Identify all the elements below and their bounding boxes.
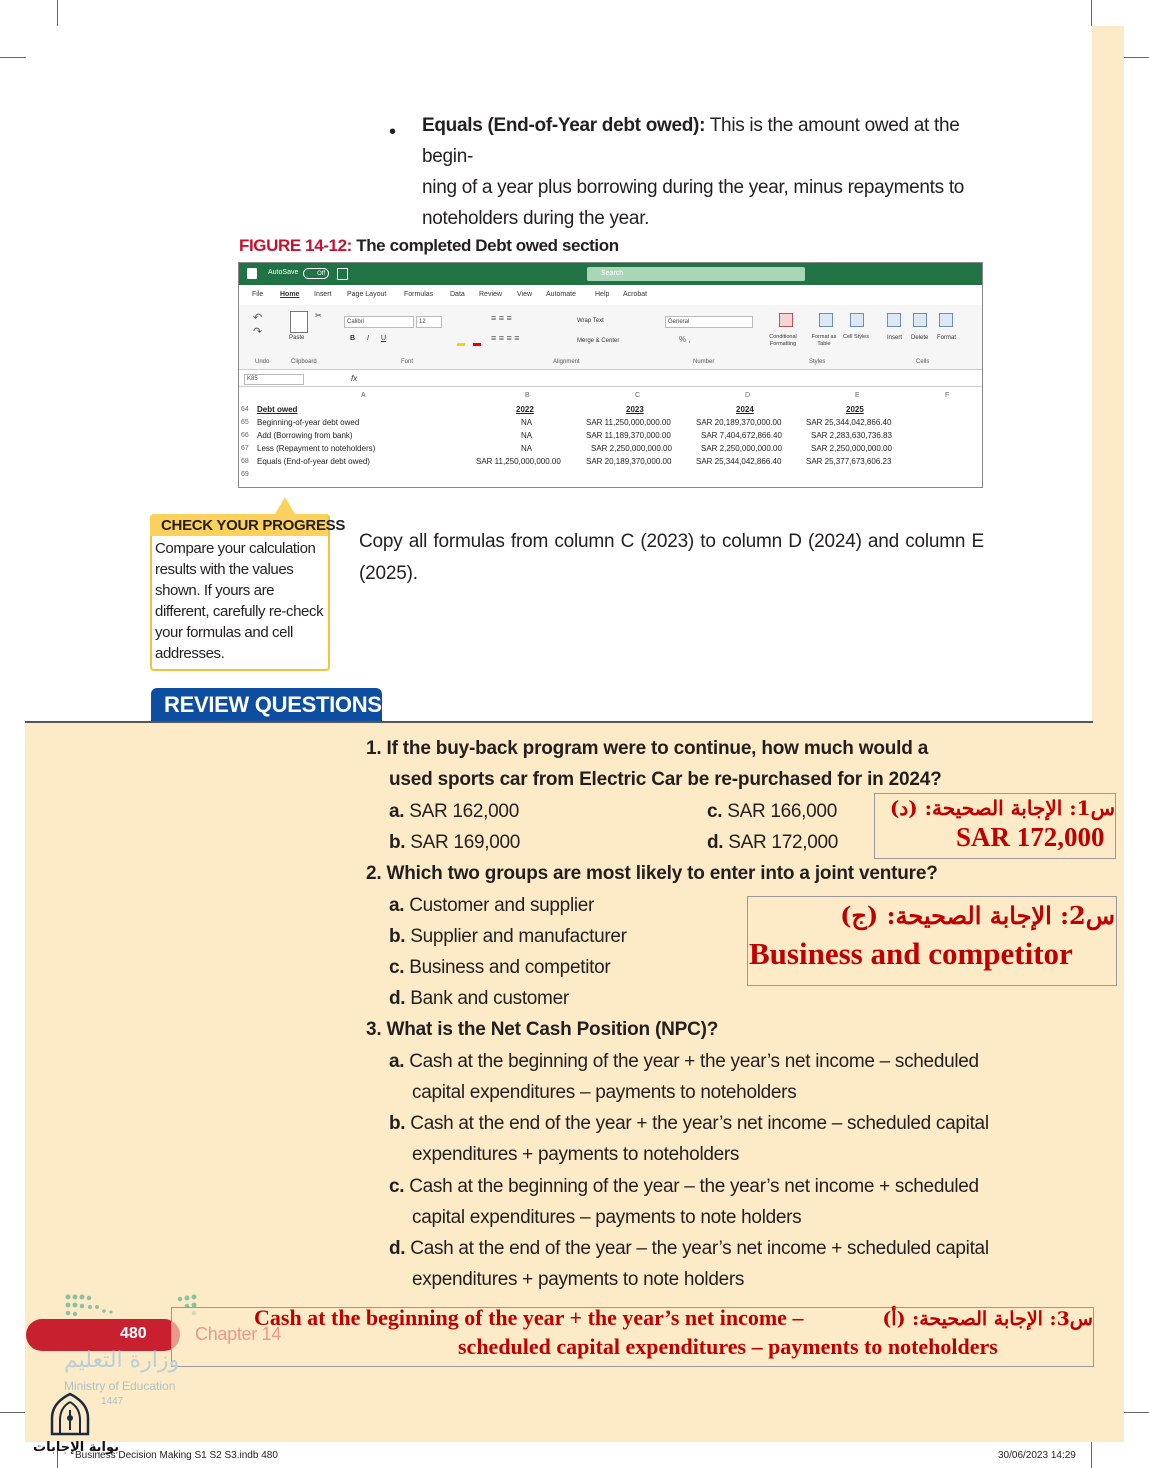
name-box-value: K85 xyxy=(247,376,258,382)
format-label: Format xyxy=(937,335,957,341)
cell-b[interactable]: NA xyxy=(521,418,533,427)
search-label: Search xyxy=(601,270,624,277)
table-row xyxy=(239,468,982,481)
option-letter: b. xyxy=(389,926,406,947)
ministry-year: 1447 xyxy=(101,1396,124,1407)
option-text: Cash at the end of the year + the year’s net income – scheduled capital xyxy=(410,1113,989,1134)
answer-3-english-line-1: Cash at the beginning of the year + the year’s net income – xyxy=(254,1305,804,1330)
row-number: 68 xyxy=(241,458,249,465)
autosave-state: Off xyxy=(317,271,325,277)
cell-c[interactable]: 2023 xyxy=(626,405,644,414)
answer-2-arabic: س2: الإجابة الصحيحة: (ج) xyxy=(840,901,1115,930)
option-text: SAR 172,000 xyxy=(728,832,839,853)
row-number: 66 xyxy=(241,432,249,439)
page-number-pill xyxy=(26,1319,180,1351)
group-number: Number xyxy=(693,359,715,365)
paste-label: Paste xyxy=(289,335,305,341)
crop-mark xyxy=(57,0,58,26)
cell-e[interactable]: SAR 2,283,630,736.83 xyxy=(811,431,892,440)
cell-e[interactable]: SAR 25,344,042,866.40 xyxy=(806,418,892,427)
percent-icon[interactable]: % , xyxy=(679,335,691,344)
crop-mark xyxy=(1123,1412,1149,1413)
copy-instruction: Copy all formulas from column C (2023) to column D (2024) and column E (2025). xyxy=(359,531,984,584)
answer-1-english: SAR 172,000 xyxy=(956,822,1105,852)
column-headers xyxy=(239,389,982,402)
q2-option-b xyxy=(389,926,627,948)
font-name-select[interactable] xyxy=(344,316,414,328)
bullet-marker: • xyxy=(389,121,397,143)
option-letter: c. xyxy=(389,1176,405,1197)
table-row xyxy=(239,403,982,416)
cell-b[interactable]: NA xyxy=(521,431,533,440)
cell-a[interactable]: Add (Borrowing from bank) xyxy=(257,431,353,440)
font-color-icon[interactable] xyxy=(473,343,481,346)
ministry-name-arabic: وزارة التعليم xyxy=(64,1348,180,1373)
cell-d[interactable]: SAR 7,404,672,866.40 xyxy=(701,431,782,440)
tab-insert[interactable]: Insert xyxy=(314,291,332,298)
crop-mark xyxy=(0,1412,26,1413)
question-1-line-2: used sports car from Electric Car be re-purchased for in 2024? xyxy=(389,769,942,790)
q2-option-d xyxy=(389,988,569,1010)
column-header[interactable]: A xyxy=(361,392,366,399)
check-progress-line: different, carefully re-check xyxy=(155,603,324,620)
q3-option-c-cont: capital expenditures – payments to note holders xyxy=(412,1207,802,1228)
q1-option-a xyxy=(389,801,519,823)
question-3: 3. What is the Net Cash Position (NPC)? xyxy=(366,1019,719,1040)
q2-option-c xyxy=(389,957,610,979)
portal-name: بوابة الإجابات xyxy=(33,1440,119,1455)
option-letter: a. xyxy=(389,801,405,822)
number-format-value: General xyxy=(668,319,690,325)
undo-icon[interactable]: ↶ xyxy=(253,312,263,324)
question-1-line-1: 1. If the buy-back program were to continue, how much would a xyxy=(366,738,929,759)
option-letter: c. xyxy=(707,801,723,822)
q1-option-c xyxy=(707,801,837,823)
excel-screenshot xyxy=(238,262,983,488)
excel-title-bar xyxy=(239,263,982,285)
q1-option-d xyxy=(707,832,838,854)
row-number: 65 xyxy=(241,419,249,426)
ribbon-tabs xyxy=(239,291,982,303)
option-text: Cash at the beginning of the year + the year’s net income – scheduled xyxy=(409,1051,979,1072)
row-number: 67 xyxy=(241,445,249,452)
table-row xyxy=(239,416,982,429)
cell-a[interactable]: Less (Repayment to noteholders) xyxy=(257,444,376,453)
table-row xyxy=(239,455,982,468)
crop-mark xyxy=(0,57,26,58)
tab-review[interactable]: Review xyxy=(479,291,502,298)
page-number: 480 xyxy=(120,1325,147,1342)
option-text: SAR 166,000 xyxy=(727,801,837,822)
cut-icon[interactable]: ✂ xyxy=(315,311,322,320)
cell-a[interactable]: Debt owed xyxy=(257,405,298,414)
bullet-line-2: ning of a year plus borrowing during the year, minus repayments to xyxy=(422,177,965,198)
conditional-formatting-icon[interactable] xyxy=(779,313,793,327)
cell-b[interactable]: NA xyxy=(521,444,533,453)
bullet-line-1: This is the amount owed at the begin- xyxy=(422,115,960,167)
cell-d[interactable]: 2024 xyxy=(736,405,754,414)
figure-title: The completed Debt owed section xyxy=(356,236,619,255)
q3-option-a xyxy=(389,1051,979,1073)
cell-e[interactable]: 2025 xyxy=(846,405,864,414)
q3-option-b-cont: expenditures + payments to noteholders xyxy=(412,1144,740,1165)
ministry-name-english: Ministry of Education xyxy=(64,1379,176,1393)
conditional-formatting-label: Conditional Formatting xyxy=(769,334,797,347)
underline-icon[interactable]: U xyxy=(381,335,387,342)
figure-caption xyxy=(239,236,619,256)
check-progress-line: addresses. xyxy=(155,645,225,662)
format-as-table-label: Format as Table xyxy=(811,334,837,347)
section-divider xyxy=(25,721,1093,723)
option-text: SAR 169,000 xyxy=(410,832,521,853)
group-clipboard: Clipboard xyxy=(291,359,317,365)
cell-styles-label: Cell Styles xyxy=(843,334,869,340)
callout-pointer xyxy=(275,497,295,514)
cell-a[interactable]: Equals (End-of-year debt owed) xyxy=(257,457,370,466)
check-progress-line: results with the values xyxy=(155,561,294,578)
cell-c[interactable]: SAR 20,189,370,000.00 xyxy=(586,457,672,466)
delete-label: Delete xyxy=(911,335,929,341)
q3-option-c xyxy=(389,1176,979,1198)
paste-icon[interactable] xyxy=(290,311,308,333)
redo-icon[interactable]: ↷ xyxy=(253,326,263,338)
font-size-select[interactable] xyxy=(416,316,442,328)
check-progress-line: shown. If yours are xyxy=(155,582,275,599)
check-progress-line: your formulas and cell xyxy=(155,624,293,641)
tab-formulas[interactable]: Formulas xyxy=(404,291,434,298)
crop-mark xyxy=(1123,57,1149,58)
italic-icon[interactable]: I xyxy=(367,335,369,342)
cell-d[interactable]: SAR 20,189,370,000.00 xyxy=(696,418,782,427)
cell-c[interactable]: SAR 11,189,370,000.00 xyxy=(586,431,671,440)
tab-page-layout[interactable]: Page Layout xyxy=(347,291,387,298)
column-header[interactable]: E xyxy=(855,392,860,399)
print-file-info: Business Decision Making S1 S2 S3.indb 480 xyxy=(75,1450,278,1461)
answer-1-arabic: س1: الإجابة الصحيحة: (د) xyxy=(889,796,1115,820)
answer-3-english-line-2: scheduled capital expenditures – payments to noteholders xyxy=(458,1334,998,1359)
group-styles: Styles xyxy=(809,359,826,365)
cell-e[interactable]: SAR 2,250,000,000.00 xyxy=(811,444,892,453)
font-name-value: Calibri xyxy=(347,319,365,325)
tab-home[interactable]: Home xyxy=(280,291,300,298)
table-row xyxy=(239,442,982,455)
check-progress-text xyxy=(155,538,327,664)
insert-cells-icon[interactable] xyxy=(887,313,901,327)
cell-styles-icon[interactable] xyxy=(850,313,864,327)
option-letter: d. xyxy=(707,832,724,853)
column-header[interactable]: F xyxy=(945,392,950,399)
q2-option-a xyxy=(389,895,594,917)
cell-d[interactable]: SAR 25,344,042,866.40 xyxy=(696,457,782,466)
check-progress-title: CHECK YOUR PROGRESS xyxy=(161,517,346,534)
row-number: 69 xyxy=(241,471,249,478)
cell-b[interactable]: SAR 11,250,000,000.00 xyxy=(476,457,561,466)
tab-view[interactable]: View xyxy=(517,291,533,298)
tab-help[interactable]: Help xyxy=(595,291,610,298)
align-icon[interactable]: ≡ ≡ ≡ ≡ xyxy=(491,333,520,343)
excel-search-box[interactable] xyxy=(587,267,805,281)
merge-center-button[interactable]: Merge & Center xyxy=(577,338,620,344)
check-progress-line: Compare your calculation xyxy=(155,540,316,557)
autosave-toggle[interactable] xyxy=(303,268,329,279)
excel-logo-icon xyxy=(247,268,257,279)
column-header[interactable]: C xyxy=(635,392,641,399)
tab-data[interactable]: Data xyxy=(450,291,465,298)
option-text: Bank and customer xyxy=(410,988,569,1009)
bullet-paragraph xyxy=(422,110,987,234)
column-header[interactable]: B xyxy=(525,392,530,399)
group-font: Font xyxy=(401,359,414,365)
bullet-line-3: noteholders during the year. xyxy=(422,208,650,229)
cell-e[interactable]: SAR 25,377,673,606.23 xyxy=(806,457,892,466)
tab-file[interactable]: File xyxy=(252,291,264,298)
review-questions-heading: REVIEW QUESTIONS xyxy=(151,688,382,722)
number-format-select[interactable] xyxy=(665,316,753,328)
format-cells-icon[interactable] xyxy=(939,313,953,327)
row-number: 64 xyxy=(241,406,249,413)
option-text: Cash at the beginning of the year – the year’s net income + scheduled xyxy=(409,1176,979,1197)
option-letter: d. xyxy=(389,988,406,1009)
option-letter: b. xyxy=(389,832,406,853)
crop-mark xyxy=(1091,1442,1092,1468)
option-text: Supplier and manufacturer xyxy=(410,926,627,947)
align-icon[interactable]: ≡ ≡ ≡ xyxy=(491,313,512,323)
bullet-term: Equals (End-of-Year debt owed): xyxy=(422,115,706,136)
autosave-label: AutoSave xyxy=(268,269,299,276)
right-margin-band xyxy=(1092,26,1124,1442)
cell-b[interactable]: 2022 xyxy=(516,405,534,414)
save-icon[interactable] xyxy=(337,268,348,280)
option-text: Business and competitor xyxy=(409,957,611,978)
q3-option-d xyxy=(389,1238,989,1260)
option-letter: c. xyxy=(389,957,405,978)
question-2: 2. Which two groups are most likely to enter into a joint venture? xyxy=(366,863,938,884)
crop-mark xyxy=(1091,0,1092,26)
tab-automate[interactable]: Automate xyxy=(546,291,576,298)
portal-logo-icon xyxy=(48,1392,92,1436)
insert-label: Insert xyxy=(887,335,903,341)
ribbon xyxy=(239,305,982,370)
group-undo: Undo xyxy=(255,359,270,365)
fx-icon: fx xyxy=(351,374,358,383)
cell-c[interactable]: SAR 11,250,000,000.00 xyxy=(586,418,671,427)
q3-option-b xyxy=(389,1113,989,1135)
bold-icon[interactable]: B xyxy=(350,335,356,342)
group-alignment: Alignment xyxy=(553,359,580,365)
answer-2-english: Business and competitor xyxy=(749,936,1073,971)
fill-color-icon[interactable] xyxy=(457,343,465,346)
option-text: Cash at the end of the year – the year’s net income + scheduled capital xyxy=(410,1238,989,1259)
print-date: 30/06/2023 14:29 xyxy=(998,1450,1076,1461)
wrap-text-button[interactable]: Wrap Text xyxy=(577,318,604,324)
format-as-table-icon[interactable] xyxy=(819,313,833,327)
formula-bar xyxy=(239,374,982,387)
cell-c[interactable]: SAR 2,250,000,000.00 xyxy=(591,444,672,453)
option-letter: a. xyxy=(389,1051,405,1072)
cell-d[interactable]: SAR 2,250,000,000.00 xyxy=(701,444,782,453)
option-text: SAR 162,000 xyxy=(409,801,519,822)
delete-cells-icon[interactable] xyxy=(913,313,927,327)
cell-a[interactable]: Beginning-of-year debt owed xyxy=(257,418,360,427)
figure-label: FIGURE 14-12: xyxy=(239,236,352,255)
font-size-value: 12 xyxy=(419,319,426,325)
option-letter: b. xyxy=(389,1113,406,1134)
q1-option-b xyxy=(389,832,520,854)
column-header[interactable]: D xyxy=(745,392,751,399)
option-letter: d. xyxy=(389,1238,406,1259)
option-text: Customer and supplier xyxy=(409,895,595,916)
group-cells: Cells xyxy=(916,359,930,365)
name-box[interactable] xyxy=(244,374,304,385)
answer-3-arabic: س3: الإجابة الصحيحة: (أ) xyxy=(882,1308,1093,1330)
option-letter: a. xyxy=(389,895,405,916)
q3-option-a-cont: capital expenditures – payments to noteholders xyxy=(412,1082,797,1103)
q3-option-d-cont: expenditures + payments to note holders xyxy=(412,1269,745,1290)
tab-acrobat[interactable]: Acrobat xyxy=(623,291,648,298)
table-row xyxy=(239,429,982,442)
